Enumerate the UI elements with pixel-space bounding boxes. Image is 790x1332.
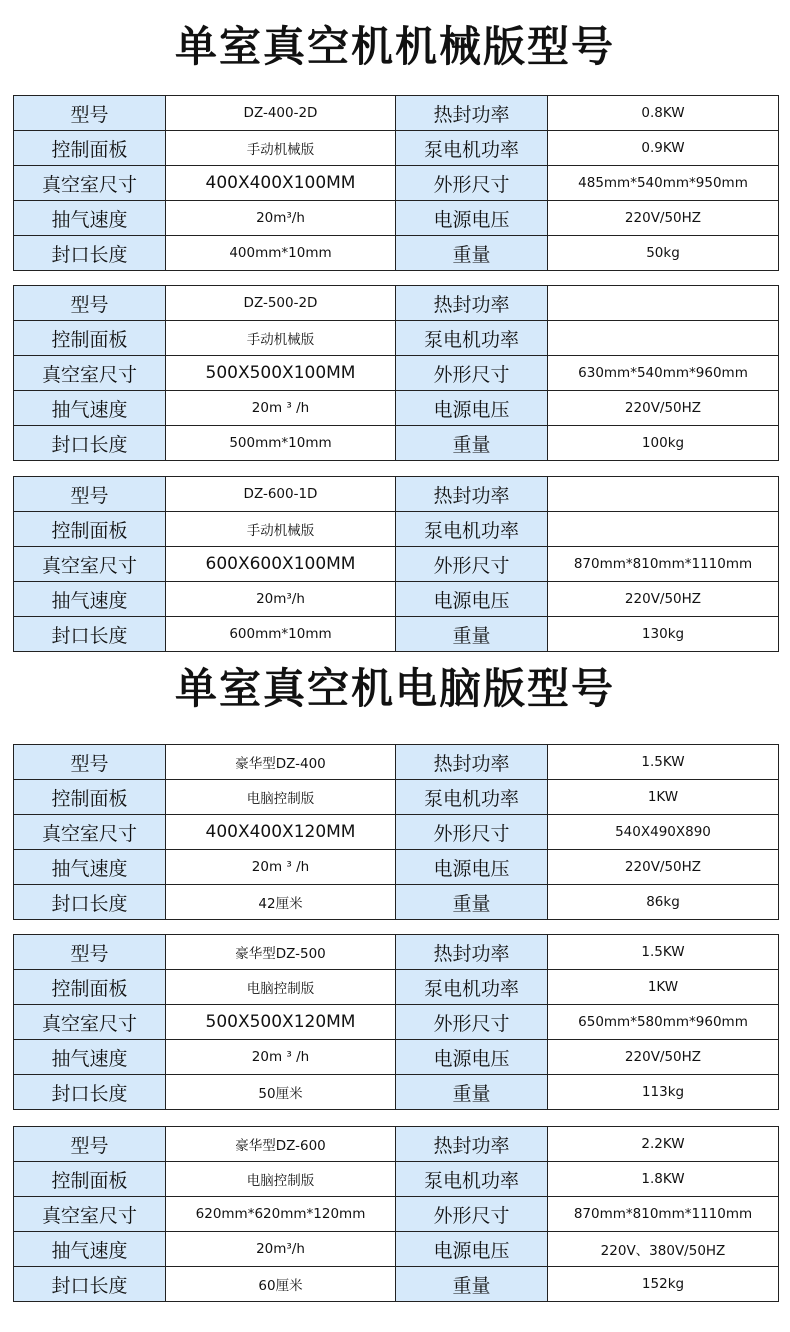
- seal-length-label: 封口长度: [14, 617, 166, 652]
- heat-seal-power-value: 0.8KW: [548, 96, 779, 131]
- spec-row: [14, 582, 779, 617]
- chamber-size-label: 真空室尺寸: [14, 1197, 166, 1232]
- pump-motor-power-value: 1.8KW: [548, 1162, 779, 1197]
- spec-row: [14, 935, 779, 970]
- spec-row: [14, 321, 779, 356]
- model-label: 型号: [14, 96, 166, 131]
- heat-seal-power-value: [548, 477, 779, 512]
- outer-size-value: 870mm*810mm*1110mm: [548, 547, 779, 582]
- pump-motor-power-label: 泵电机功率: [396, 1162, 548, 1197]
- heat-seal-power-label: 热封功率: [396, 1127, 548, 1162]
- spec-row: [14, 1197, 779, 1232]
- pump-motor-power-label: 泵电机功率: [396, 780, 548, 815]
- spec-row: [14, 286, 779, 321]
- power-supply-value: 220V/50HZ: [548, 582, 779, 617]
- model-value: DZ-500-2D: [166, 286, 396, 321]
- weight-label: 重量: [396, 426, 548, 461]
- spec-row: [14, 617, 779, 652]
- spec-row: [14, 236, 779, 271]
- control-panel-label: 控制面板: [14, 512, 166, 547]
- control-panel-label: 控制面板: [14, 970, 166, 1005]
- weight-value: 100kg: [548, 426, 779, 461]
- weight-value: 86kg: [548, 885, 779, 920]
- heat-seal-power-value: 1.5KW: [548, 935, 779, 970]
- weight-label: 重量: [396, 1075, 548, 1110]
- control-panel-label: 控制面板: [14, 321, 166, 356]
- section-title-mechanical: 单室真空机机械版型号: [174, 22, 615, 71]
- power-supply-value: 220V/50HZ: [548, 391, 779, 426]
- heat-seal-power-value: 1.5KW: [548, 745, 779, 780]
- seal-length-label: 封口长度: [14, 1075, 166, 1110]
- seal-length-label: 封口长度: [14, 885, 166, 920]
- spec-row: [14, 96, 779, 131]
- pump-motor-power-value: 1KW: [548, 970, 779, 1005]
- seal-length-label: 封口长度: [14, 426, 166, 461]
- pumping-speed-label: 抽气速度: [14, 850, 166, 885]
- chamber-size-value: 400X400X120MM: [166, 815, 396, 850]
- spec-row: [14, 426, 779, 461]
- spec-table-豪华型dz-500: [13, 934, 779, 1110]
- outer-size-label: 外形尺寸: [396, 1197, 548, 1232]
- outer-size-label: 外形尺寸: [396, 1005, 548, 1040]
- control-panel-label: 控制面板: [14, 780, 166, 815]
- control-panel-label: 控制面板: [14, 1162, 166, 1197]
- spec-row: [14, 201, 779, 236]
- outer-size-value: 540X490X890: [548, 815, 779, 850]
- spec-row: [14, 477, 779, 512]
- model-label: 型号: [14, 286, 166, 321]
- weight-label: 重量: [396, 885, 548, 920]
- pump-motor-power-value: [548, 321, 779, 356]
- power-supply-value: 220V/50HZ: [548, 850, 779, 885]
- section-title-computer: 单室真空机电脑版型号: [174, 664, 615, 713]
- control-panel-value: 电脑控制版: [166, 1162, 396, 1197]
- spec-row: [14, 780, 779, 815]
- power-supply-value: 220V/50HZ: [548, 1040, 779, 1075]
- model-value: 豪华型DZ-600: [166, 1127, 396, 1162]
- heat-seal-power-label: 热封功率: [396, 96, 548, 131]
- outer-size-label: 外形尺寸: [396, 166, 548, 201]
- seal-length-value: 50厘米: [166, 1075, 396, 1110]
- power-supply-label: 电源电压: [396, 850, 548, 885]
- weight-label: 重量: [396, 1267, 548, 1302]
- chamber-size-label: 真空室尺寸: [14, 1005, 166, 1040]
- spec-row: [14, 1040, 779, 1075]
- chamber-size-value: 600X600X100MM: [166, 547, 396, 582]
- spec-row: [14, 745, 779, 780]
- outer-size-value: 485mm*540mm*950mm: [548, 166, 779, 201]
- chamber-size-label: 真空室尺寸: [14, 815, 166, 850]
- seal-length-label: 封口长度: [14, 1267, 166, 1302]
- heat-seal-power-label: 热封功率: [396, 286, 548, 321]
- chamber-size-label: 真空室尺寸: [14, 356, 166, 391]
- chamber-size-value: 620mm*620mm*120mm: [166, 1197, 396, 1232]
- spec-row: [14, 1075, 779, 1110]
- model-value: 豪华型DZ-500: [166, 935, 396, 970]
- outer-size-value: 630mm*540mm*960mm: [548, 356, 779, 391]
- spec-row: [14, 547, 779, 582]
- spec-row: [14, 970, 779, 1005]
- control-panel-value: 电脑控制版: [166, 780, 396, 815]
- control-panel-value: 手动机械版: [166, 131, 396, 166]
- model-label: 型号: [14, 745, 166, 780]
- pumping-speed-value: 20m ³ /h: [166, 850, 396, 885]
- model-value: DZ-400-2D: [166, 96, 396, 131]
- spec-row: [14, 512, 779, 547]
- pumping-speed-label: 抽气速度: [14, 1232, 166, 1267]
- model-label: 型号: [14, 1127, 166, 1162]
- spec-table-dz-600-1d: [13, 476, 779, 652]
- power-supply-label: 电源电压: [396, 1232, 548, 1267]
- seal-length-value: 400mm*10mm: [166, 236, 396, 271]
- spec-row: [14, 850, 779, 885]
- pump-motor-power-value: 0.9KW: [548, 131, 779, 166]
- weight-value: 130kg: [548, 617, 779, 652]
- pumping-speed-label: 抽气速度: [14, 1040, 166, 1075]
- spec-row: [14, 166, 779, 201]
- seal-length-label: 封口长度: [14, 236, 166, 271]
- spec-row: [14, 1127, 779, 1162]
- chamber-size-value: 500X500X120MM: [166, 1005, 396, 1040]
- spec-row: [14, 131, 779, 166]
- seal-length-value: 500mm*10mm: [166, 426, 396, 461]
- chamber-size-value: 500X500X100MM: [166, 356, 396, 391]
- spec-table-dz-500-2d: [13, 285, 779, 461]
- weight-value: 152kg: [548, 1267, 779, 1302]
- pump-motor-power-value: [548, 512, 779, 547]
- spec-row: [14, 885, 779, 920]
- control-panel-value: 电脑控制版: [166, 970, 396, 1005]
- weight-label: 重量: [396, 236, 548, 271]
- pumping-speed-value: 20m³/h: [166, 1232, 396, 1267]
- pumping-speed-value: 20m ³ /h: [166, 1040, 396, 1075]
- heat-seal-power-value: [548, 286, 779, 321]
- control-panel-value: 手动机械版: [166, 321, 396, 356]
- weight-value: 113kg: [548, 1075, 779, 1110]
- power-supply-label: 电源电压: [396, 582, 548, 617]
- pump-motor-power-label: 泵电机功率: [396, 970, 548, 1005]
- spec-row: [14, 391, 779, 426]
- power-supply-label: 电源电压: [396, 391, 548, 426]
- outer-size-label: 外形尺寸: [396, 547, 548, 582]
- pumping-speed-label: 抽气速度: [14, 201, 166, 236]
- seal-length-value: 600mm*10mm: [166, 617, 396, 652]
- power-supply-label: 电源电压: [396, 201, 548, 236]
- control-panel-label: 控制面板: [14, 131, 166, 166]
- model-label: 型号: [14, 935, 166, 970]
- spec-row: [14, 815, 779, 850]
- spec-row: [14, 1232, 779, 1267]
- chamber-size-label: 真空室尺寸: [14, 166, 166, 201]
- power-supply-label: 电源电压: [396, 1040, 548, 1075]
- model-label: 型号: [14, 477, 166, 512]
- spec-table-豪华型dz-400: [13, 744, 779, 920]
- power-supply-value: 220V、380V/50HZ: [548, 1232, 779, 1267]
- outer-size-label: 外形尺寸: [396, 815, 548, 850]
- spec-table-豪华型dz-600: [13, 1126, 779, 1302]
- spec-row: [14, 1005, 779, 1040]
- heat-seal-power-label: 热封功率: [396, 477, 548, 512]
- pump-motor-power-label: 泵电机功率: [396, 321, 548, 356]
- outer-size-value: 870mm*810mm*1110mm: [548, 1197, 779, 1232]
- outer-size-value: 650mm*580mm*960mm: [548, 1005, 779, 1040]
- chamber-size-value: 400X400X100MM: [166, 166, 396, 201]
- spec-row: [14, 356, 779, 391]
- model-value: 豪华型DZ-400: [166, 745, 396, 780]
- spec-row: [14, 1267, 779, 1302]
- heat-seal-power-label: 热封功率: [396, 745, 548, 780]
- spec-table-dz-400-2d: [13, 95, 779, 271]
- pumping-speed-value: 20m³/h: [166, 582, 396, 617]
- pump-motor-power-label: 泵电机功率: [396, 131, 548, 166]
- spec-row: [14, 1162, 779, 1197]
- heat-seal-power-label: 热封功率: [396, 935, 548, 970]
- pumping-speed-label: 抽气速度: [14, 391, 166, 426]
- seal-length-value: 42厘米: [166, 885, 396, 920]
- model-value: DZ-600-1D: [166, 477, 396, 512]
- weight-label: 重量: [396, 617, 548, 652]
- outer-size-label: 外形尺寸: [396, 356, 548, 391]
- heat-seal-power-value: 2.2KW: [548, 1127, 779, 1162]
- chamber-size-label: 真空室尺寸: [14, 547, 166, 582]
- seal-length-value: 60厘米: [166, 1267, 396, 1302]
- pumping-speed-label: 抽气速度: [14, 582, 166, 617]
- pump-motor-power-label: 泵电机功率: [396, 512, 548, 547]
- weight-value: 50kg: [548, 236, 779, 271]
- control-panel-value: 手动机械版: [166, 512, 396, 547]
- pumping-speed-value: 20m³/h: [166, 201, 396, 236]
- pump-motor-power-value: 1KW: [548, 780, 779, 815]
- power-supply-value: 220V/50HZ: [548, 201, 779, 236]
- pumping-speed-value: 20m ³ /h: [166, 391, 396, 426]
